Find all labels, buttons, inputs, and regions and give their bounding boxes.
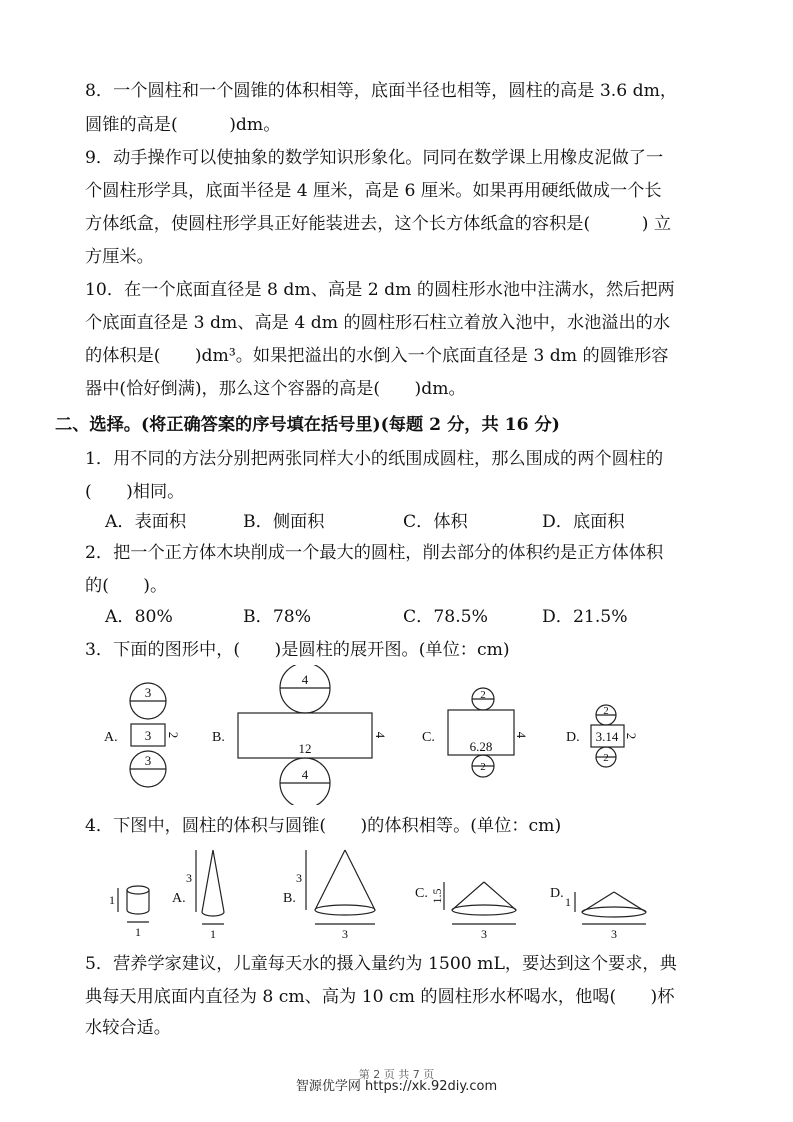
fig3-c-top-label: 2 — [480, 689, 486, 701]
fig4-b-height: 3 — [296, 871, 302, 885]
fig4-a-cone-sides — [202, 850, 224, 912]
q8-line-2: 圆锥的高是( )dm。 — [85, 115, 281, 135]
q9-line-1: 9．动手操作可以使抽象的数学知识形象化。同同在数学课上用橡皮泥做了一 — [85, 148, 664, 168]
fig4-cyl-top — [127, 886, 149, 894]
q9-line-4: 方厘米。 — [85, 247, 154, 267]
c5-line-3: 水较合适。 — [85, 1018, 171, 1038]
c2-option-c: C．78.5% — [403, 607, 488, 627]
fig4-cyl-bottom — [127, 910, 149, 914]
fig4-a-cone-base — [202, 912, 224, 916]
fig3-d-top-label: 2 — [603, 705, 609, 717]
fig4-c-cone-sides — [452, 882, 516, 910]
c2-option-d: D．21.5% — [542, 607, 628, 627]
watermark-text: 智源优学网 https://xk.92diy.com — [295, 1079, 498, 1094]
fig3-c-bottom-label: 2 — [480, 761, 486, 773]
c1-line-2: ( )相同。 — [85, 482, 185, 502]
fig3-a-top-label: 3 — [144, 685, 152, 700]
fig4-d-cone-base — [582, 907, 646, 917]
fig3-c-rect-height: 4 — [514, 731, 529, 739]
fig4-c-label: C. — [415, 886, 428, 901]
c2-line-2: 的( )。 — [85, 576, 168, 596]
fig3-a-label: A. — [104, 730, 118, 745]
c1-option-a: A．表面积 — [105, 512, 187, 532]
fig4-d-label: D. — [550, 886, 564, 901]
fig3-c-label: C. — [422, 730, 435, 745]
fig4-cyl-width: 1 — [135, 925, 141, 939]
fig3-b-top-label: 4 — [301, 672, 309, 687]
q10-line-3: 的体积是( )dm³。如果把溢出的水倒入一个底面直径是 3 dm 的圆锥形容 — [85, 346, 669, 366]
fig3-c-rect-width: 6.28 — [469, 739, 493, 754]
fig3-b-bottom-label: 4 — [301, 767, 309, 782]
c2-option-a: A．80% — [105, 607, 173, 627]
c2-line-1: 2．把一个正方体木块削成一个最大的圆柱，削去部分的体积约是正方体体积 — [85, 543, 664, 563]
fig4-cyl-height: 1 — [109, 893, 115, 907]
fig3-b-rect-width: 12 — [298, 741, 312, 756]
fig3-d-rect-width: 3.14 — [595, 729, 619, 744]
fig4-b-cone-base — [315, 905, 375, 915]
c5-line-1: 5．营养学家建议，儿童每天水的摄入量约为 1500 mL，要达到这个要求，典 — [85, 954, 677, 974]
fig3-a-bottom-label: 3 — [144, 753, 152, 768]
fig3-b-label: B. — [212, 730, 225, 745]
c1-option-c: C．体积 — [403, 512, 468, 532]
fig4-c-cone-base — [452, 905, 516, 915]
c5-line-2: 典每天用底面内直径为 8 cm、高为 10 cm 的圆柱形水杯喝水，他喝( )杯 — [85, 987, 675, 1007]
fig3-d-rect-height: 2 — [624, 732, 639, 740]
fig4-a-label: A. — [172, 891, 186, 906]
q10-line-2: 个底面直径是 3 dm、高是 4 dm 的圆柱形石柱立着放入池中，水池溢出的水 — [85, 313, 671, 333]
fig3-a-rect-width: 3 — [144, 728, 152, 743]
fig4-d-width: 3 — [611, 927, 617, 941]
fig3-b-rect-height: 4 — [373, 731, 388, 739]
c2-option-b: B．78% — [243, 607, 312, 627]
fig4-b-cone-sides — [315, 850, 375, 910]
fig3-d-bottom-label: 2 — [603, 752, 609, 764]
fig4-a-height: 3 — [186, 871, 192, 885]
c1-option-b: B．侧面积 — [243, 512, 325, 532]
fig3-d-label: D. — [566, 730, 580, 745]
fig4-c-width: 3 — [481, 927, 487, 941]
q10-line-1: 10．在一个底面直径是 8 dm、高是 2 dm 的圆柱形水池中注满水，然后把两 — [85, 280, 675, 300]
q9-line-2: 个圆柱形学具，底面半径是 4 厘米，高是 6 厘米。如果再用硬纸做成一个长 — [85, 181, 662, 201]
q9-line-3: 方体纸盒，使圆柱形学具正好能装进去，这个长方体纸盒的容积是( ) 立 — [85, 214, 672, 234]
fig4-b-width: 3 — [342, 927, 348, 941]
fig4-d-height: 1 — [565, 895, 571, 909]
cone-figure — [0, 842, 793, 942]
c3-line-1: 3．下面的图形中，( )是圆柱的展开图。(单位：cm) — [85, 640, 510, 660]
cylinder-net-figure — [0, 665, 793, 805]
c1-option-d: D．底面积 — [542, 512, 625, 532]
c1-line-1: 1．用不同的方法分别把两张同样大小的纸围成圆柱，那么围成的两个圆柱的 — [85, 449, 664, 469]
q8-line-1: 8．一个圆柱和一个圆锥的体积相等，底面半径也相等，圆柱的高是 3.6 dm， — [85, 81, 678, 101]
fig4-c-height: 1.5 — [430, 888, 444, 904]
fig3-a-rect-height: 2 — [166, 731, 181, 739]
fig4-b-label: B. — [283, 891, 296, 906]
q10-line-4: 器中(恰好倒满)，那么这个容器的高是( )dm。 — [85, 379, 466, 399]
page-number: 第 2 页 共 7 页 — [358, 1068, 435, 1081]
c4-line-1: 4．下图中，圆柱的体积与圆锥( )的体积相等。(单位：cm) — [85, 816, 562, 836]
section-2-title: 二、选择。(将正确答案的序号填在括号里)(每题 2 分，共 16 分) — [55, 415, 560, 435]
fig4-a-width: 1 — [210, 927, 216, 941]
